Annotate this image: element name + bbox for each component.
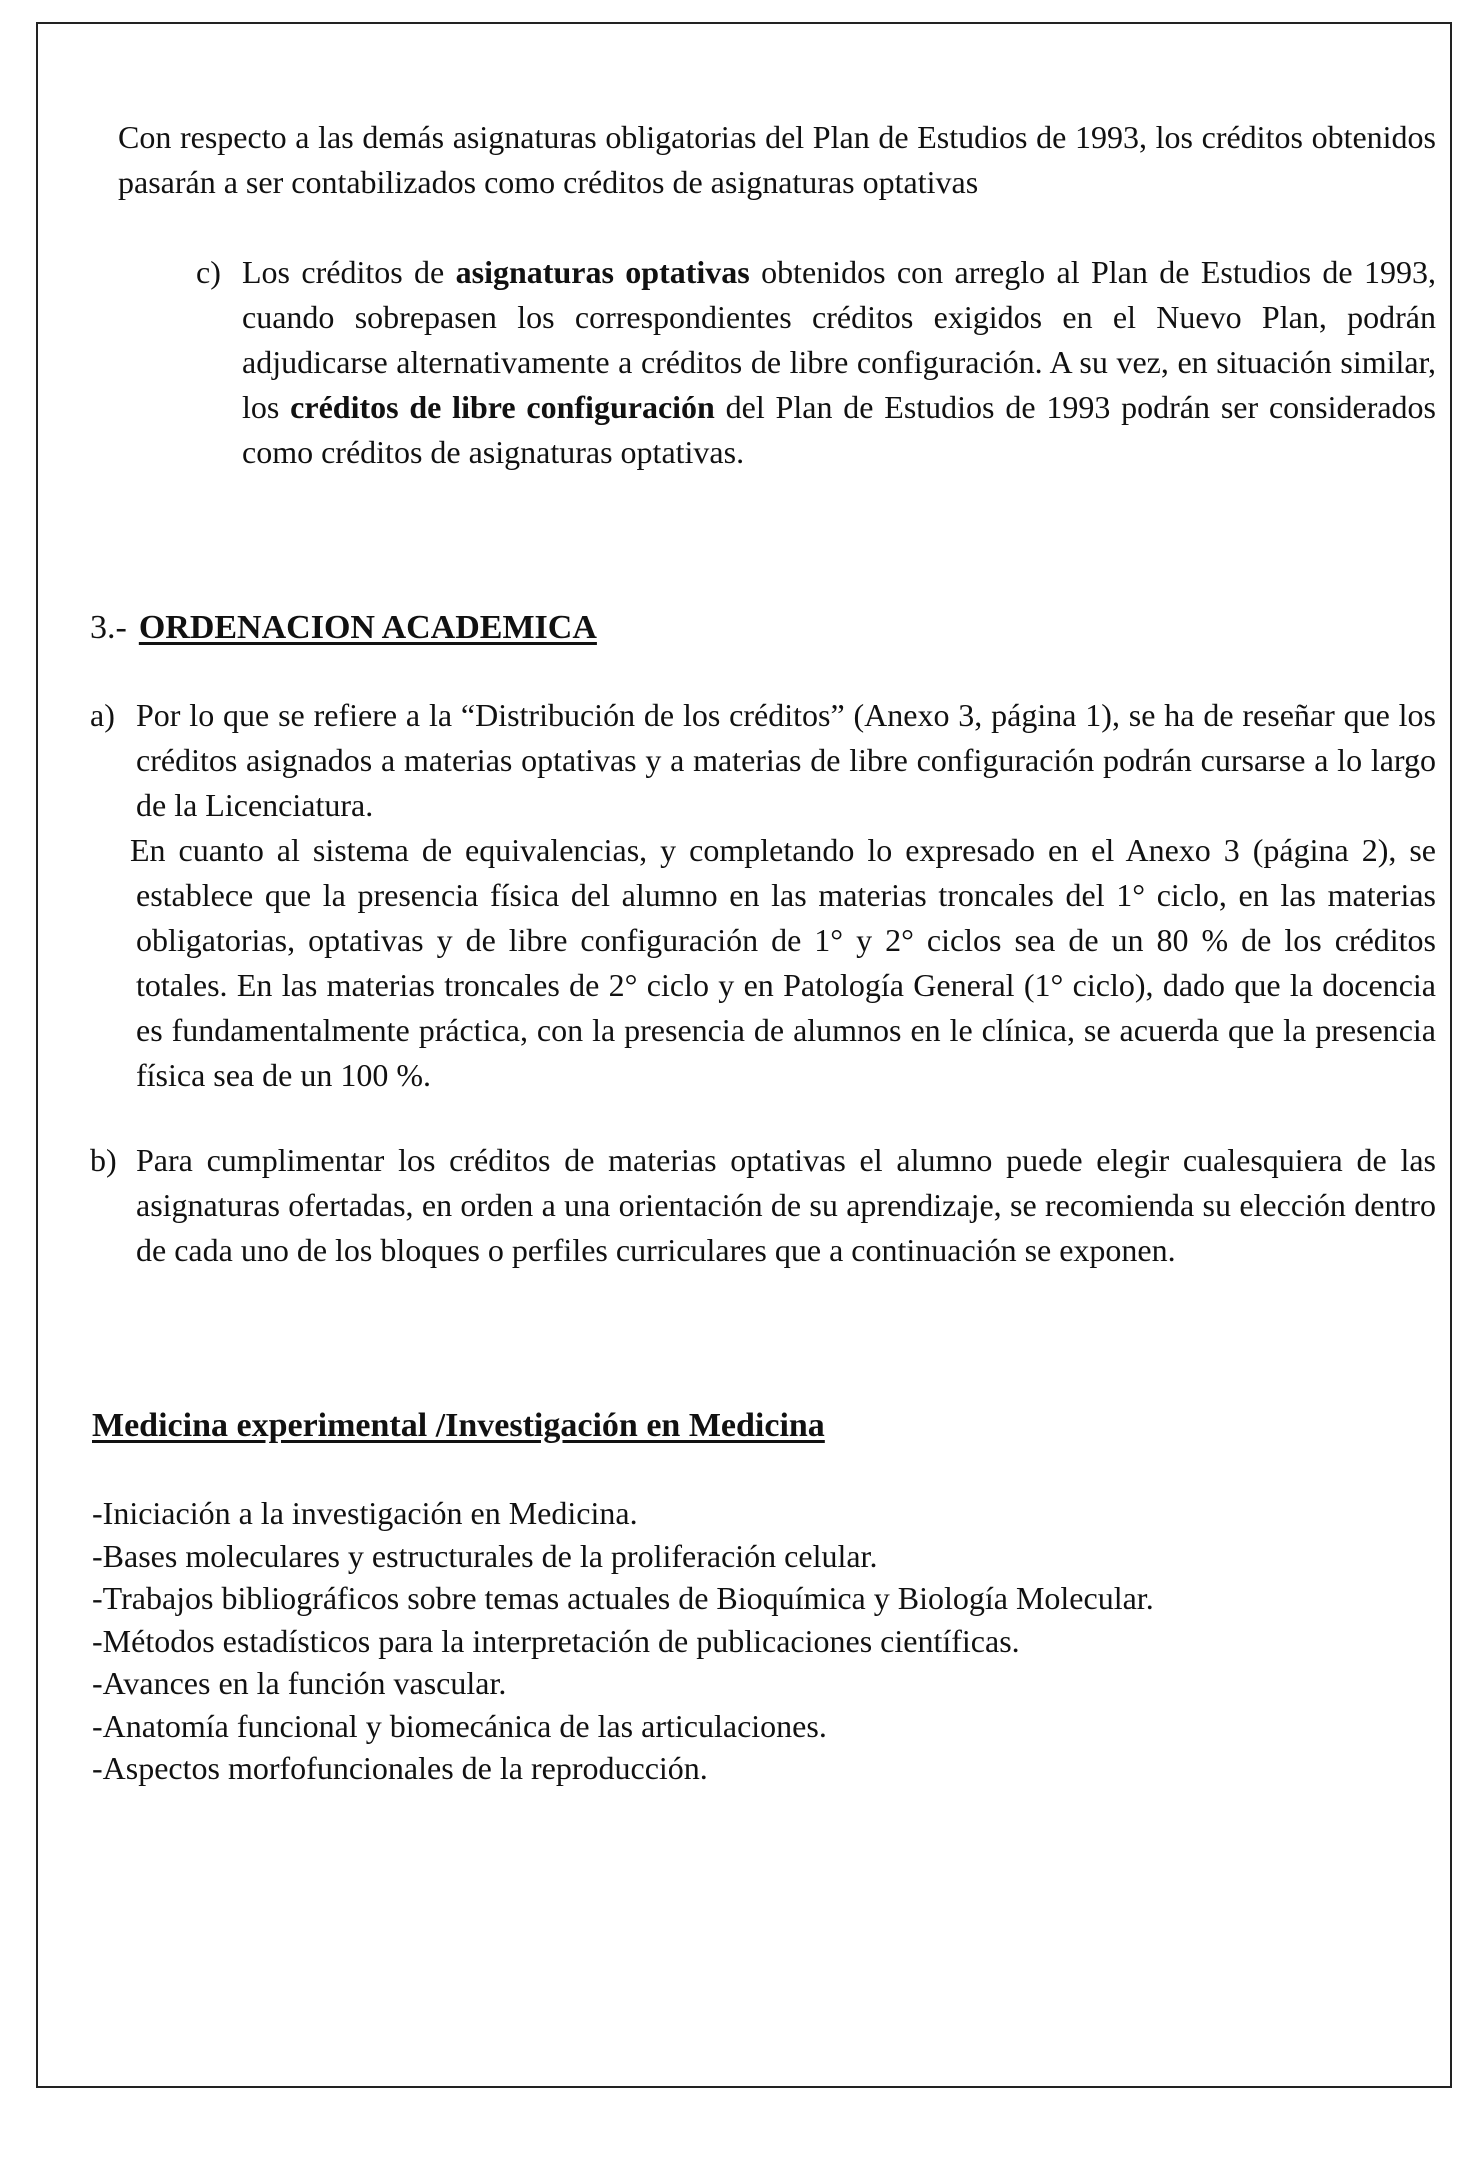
section-title: ORDENACION ACADEMICA xyxy=(138,609,597,646)
list-item: -Bases moleculares y estructurales de la proliferación celular. xyxy=(92,1537,878,1574)
item-c-part1: Los créditos de xyxy=(242,254,456,290)
list-item: -Aspectos morfofuncionales de la reproducción. xyxy=(92,1750,708,1786)
item-a-marker: a) xyxy=(90,697,115,733)
item-c xyxy=(196,250,1436,475)
section-heading xyxy=(90,605,597,650)
item-c-marker: c) xyxy=(196,254,221,290)
item-a-paragraph-2: En cuanto al sistema de equivalencias, y completando lo expresado en el Anexo 3 (página 2), se establece que la presencia física del alumno en las materias troncales del 1° ciclo, en las materias obligatorias, optativas y de libre configuración de 1° y 2° ciclos sea de un 80 % de los créditos totales. En las materias troncales de 2° ciclo y en Patología General (1° ciclo), dado que la docencia es fundamentalmente práctica, con la presencia de alumnos en le clínica, se acuerda que la presencia física sea de un 100 %. xyxy=(130,832,1436,1093)
item-b xyxy=(90,1138,1436,1273)
item-c-bold-optativas: asignaturas optativas xyxy=(455,254,750,290)
intro-text: Con respecto a las demás asignaturas obligatorias del Plan de Estudios de 1993, los créditos obtenidos pasarán a ser contabilizados como créditos de asignaturas optativas xyxy=(118,119,1436,200)
course-list xyxy=(92,1492,1154,1790)
item-a xyxy=(90,693,1436,1098)
intro-paragraph xyxy=(118,115,1436,205)
item-b-text: Para cumplimentar los créditos de materias optativas el alumno puede elegir cualesquiera de las asignaturas ofertadas, en orden a una orientación de su aprendizaje, se recomienda su elección dentro de cada uno de los bloques o perfiles curriculares que a continuación se exponen. xyxy=(136,1142,1436,1268)
item-c-text xyxy=(242,250,1436,475)
list-item: -Avances en la función vascular. xyxy=(92,1665,507,1701)
item-c-part3: del Plan de Estudios de 1993 podrán ser considerados como créditos de asignaturas optativas. xyxy=(242,389,1437,470)
section-number: 3.- xyxy=(90,609,127,646)
item-a-paragraph-1: Por lo que se refiere a la “Distribución de los créditos” (Anexo 3, página 1), se ha de reseñar que los créditos asignados a materias optativas y a materias de libre configuración podrán cursarse a lo largo de la Licenciatura. xyxy=(136,697,1436,823)
list-item: -Trabajos bibliográficos sobre temas actuales de Bioquímica y Biología Molecular. xyxy=(92,1580,1154,1616)
profile-heading: Medicina experimental /Investigación en Medicina xyxy=(92,1407,825,1444)
item-b-marker: b) xyxy=(90,1142,117,1178)
list-item: -Iniciación a la investigación en Medicina. xyxy=(92,1495,638,1531)
list-item: -Métodos estadísticos para la interpretación de publicaciones científicas. xyxy=(92,1622,1020,1659)
item-c-part2: obtenidos con arreglo al Plan de Estudios de 1993, cuando sobrepasen los correspondientes créditos exigidos en el Nuevo Plan, podrán adjudicarse alternativamente a créditos de libre configuración. A su vez, en situación similar, los xyxy=(242,254,1437,425)
item-c-bold-libre: créditos de libre configuración xyxy=(290,389,715,425)
list-item: -Anatomía funcional y biomecánica de las articulaciones. xyxy=(92,1707,827,1744)
